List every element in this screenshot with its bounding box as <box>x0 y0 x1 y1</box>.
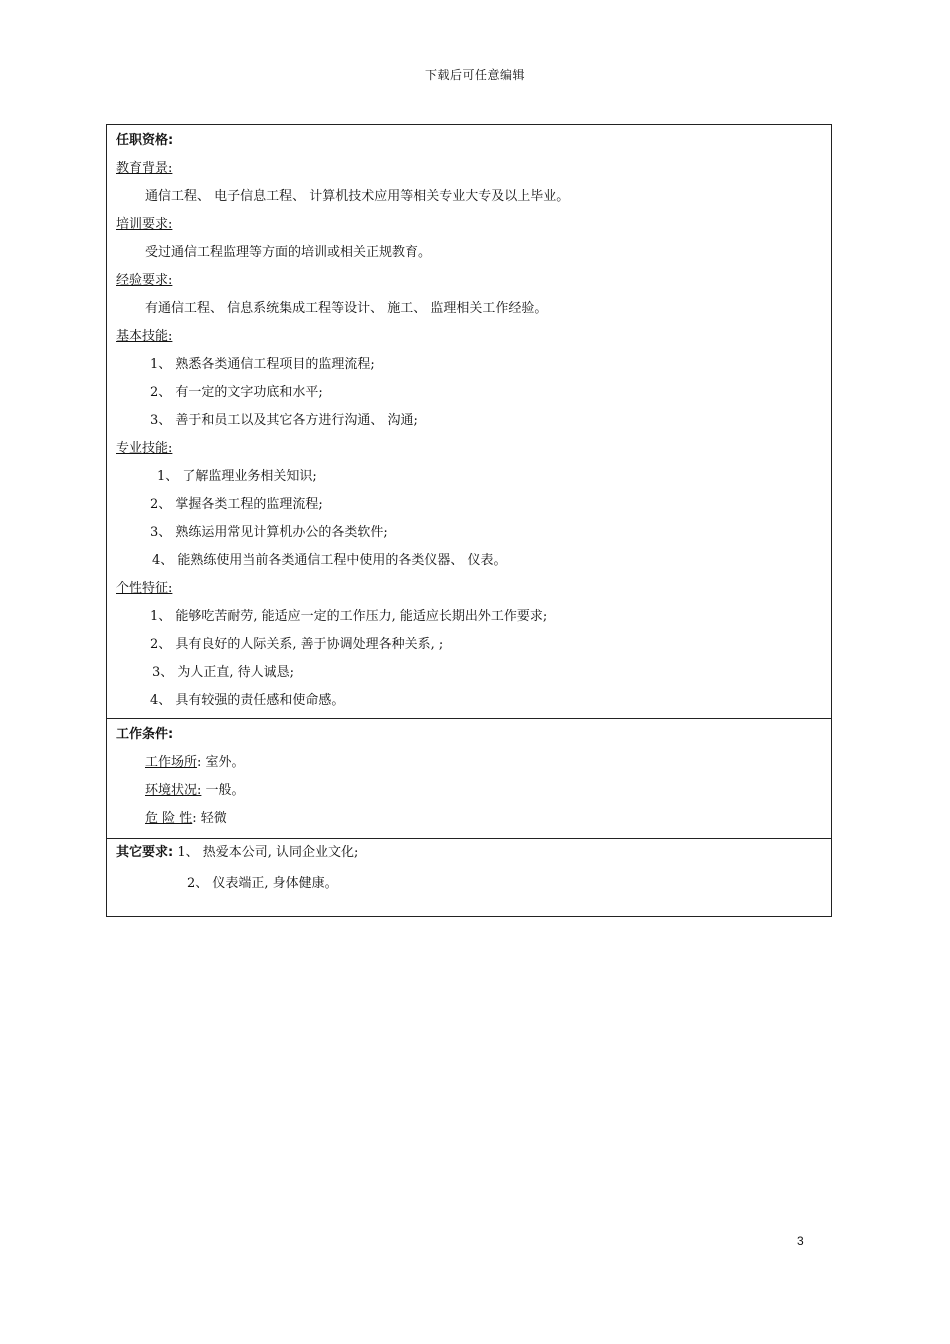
other-section <box>106 838 832 917</box>
danger-row <box>145 811 227 827</box>
basic-skill-item: 2、 有一定的文字功底和水平; <box>150 385 323 400</box>
workplace-label: 工作场所 <box>145 755 198 770</box>
environment-label: 环境状况: <box>145 783 202 798</box>
education-heading: 教育背景: <box>116 161 173 176</box>
page-number: 3 <box>797 1234 804 1248</box>
training-heading: 培训要求: <box>116 217 173 232</box>
personality-item: 3、 为人正直, 待人诚恳; <box>152 665 295 680</box>
pro-skill-item: 2、 掌握各类工程的监理流程; <box>150 497 323 512</box>
pro-skill-item: 3、 熟练运用常见计算机办公的各类软件; <box>150 525 388 540</box>
experience-text: 有通信工程、 信息系统集成工程等设计、 施工、 监理相关工作经验。 <box>145 301 548 316</box>
pro-skill-item: 1、 了解监理业务相关知识; <box>157 469 317 484</box>
qualifications-section <box>106 124 832 719</box>
pro-skill-item: 4、 能熟练使用当前各类通信工程中使用的各类仪器、 仪表。 <box>152 553 507 568</box>
other-row-1 <box>116 845 358 861</box>
other-item: 1、 热爱本公司, 认同企业文化; <box>177 845 359 860</box>
basic-skill-item: 1、 熟悉各类通信工程项目的监理流程; <box>150 357 375 372</box>
conditions-title: 工作条件: <box>116 727 174 742</box>
danger-label: 危 险 性 <box>145 811 193 826</box>
basic-skills-heading: 基本技能: <box>116 329 173 344</box>
training-text: 受过通信工程监理等方面的培训或相关正规教育。 <box>145 245 432 260</box>
pro-skills-heading: 专业技能: <box>116 441 173 456</box>
conditions-section <box>106 718 832 839</box>
danger-value: : 轻微 <box>192 811 227 826</box>
education-text: 通信工程、 电子信息工程、 计算机技术应用等相关专业大专及以上毕业。 <box>145 189 570 204</box>
workplace-value: : 室外。 <box>197 755 245 770</box>
qualifications-title: 任职资格: <box>116 133 174 148</box>
other-item: 2、 仪表端正, 身体健康。 <box>187 876 338 891</box>
personality-item: 1、 能够吃苦耐劳, 能适应一定的工作压力, 能适应长期出外工作要求; <box>150 609 548 624</box>
environment-value: 一般。 <box>201 783 245 798</box>
other-title: 其它要求: <box>116 845 174 860</box>
environment-row <box>145 783 245 799</box>
personality-heading: 个性特征: <box>116 581 173 596</box>
workplace-row <box>145 755 245 771</box>
personality-item: 2、 具有良好的人际关系, 善于协调处理各种关系, ; <box>150 637 444 652</box>
personality-item: 4、 具有较强的责任感和使命感。 <box>150 693 345 708</box>
experience-heading: 经验要求: <box>116 273 173 288</box>
basic-skill-item: 3、 善于和员工以及其它各方进行沟通、 沟通; <box>150 413 418 428</box>
page-header: 下载后可任意编辑 <box>424 68 525 82</box>
